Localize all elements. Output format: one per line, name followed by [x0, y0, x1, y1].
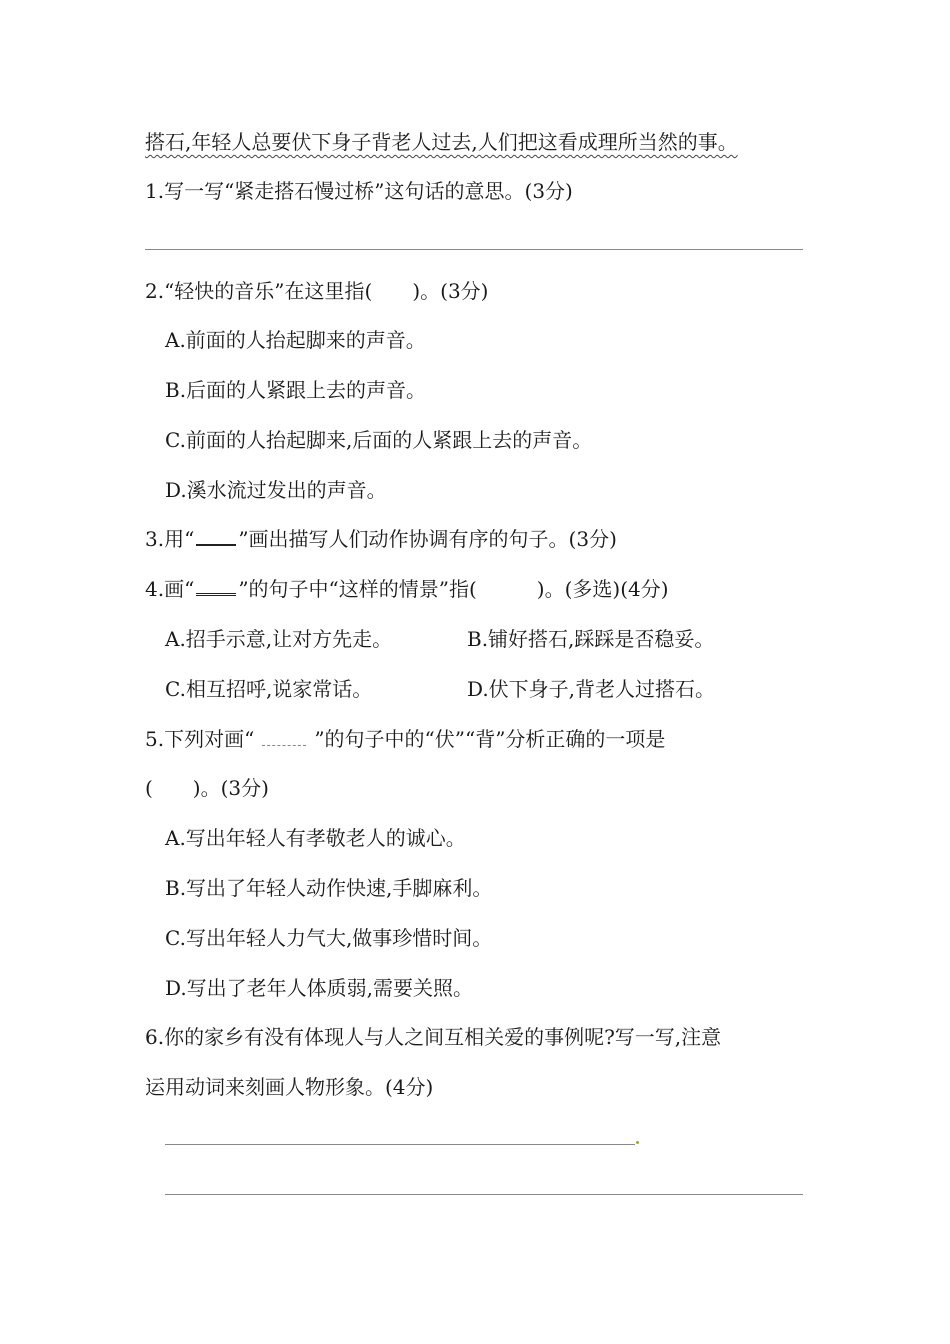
- q4-option-b[interactable]: B.铺好搭石,踩踩是否稳妥。: [467, 627, 715, 651]
- q4-option-a[interactable]: A.招手示意,让对方先走。: [165, 627, 393, 651]
- question-5-continued: ( )。(3分): [145, 776, 269, 800]
- double-underline-mark: [196, 575, 236, 596]
- q5-option-a[interactable]: A.写出年轻人有孝敬老人的诚心。: [165, 826, 466, 850]
- question-5: [145, 725, 665, 753]
- passage-tail: 搭石,年轻人总要伏下身子背老人过去,人们把这看成理所当然的事。: [145, 130, 738, 154]
- question-6-line-2: 运用动词来刻画人物形象。(4分): [145, 1075, 434, 1099]
- q3-text-pre: 3.用“: [145, 527, 195, 551]
- q5-text-pre: 5.下列对画“: [145, 727, 255, 751]
- q5-option-d[interactable]: D.写出了老年人体质弱,需要关照。: [165, 976, 474, 1000]
- q2-option-a[interactable]: A.前面的人抬起脚来的声音。: [165, 328, 426, 352]
- q4-text-pre: 4.画“: [145, 577, 195, 601]
- answer-line-1[interactable]: [145, 249, 803, 250]
- q4-text-post: ”的句子中“这样的情景”指( )。(多选)(4分): [238, 577, 669, 601]
- q2-option-b[interactable]: B.后面的人紧跟上去的声音。: [165, 378, 427, 402]
- question-1: 1.写一写“紧走搭石慢过桥”这句话的意思。(3分): [145, 179, 573, 203]
- straight-underline-mark: [196, 526, 236, 546]
- q4-option-c[interactable]: C.相互招呼,说家常话。: [165, 677, 373, 701]
- question-6-line-1: 6.你的家乡有没有体现人与人之间互相关爱的事例呢?写一写,注意: [145, 1025, 722, 1049]
- q2-option-c[interactable]: C.前面的人抬起脚来,后面的人紧跟上去的声音。: [165, 428, 593, 452]
- question-4: [145, 575, 669, 603]
- q5-text-post: ”的句子中的“伏”“背”分析正确的一项是: [314, 727, 666, 751]
- answer-line-6a[interactable]: [165, 1144, 635, 1145]
- q2-option-d[interactable]: D.溪水流过发出的声音。: [165, 478, 387, 502]
- wavy-underline-mark: [262, 727, 306, 746]
- question-2: 2.“轻快的音乐”在这里指( )。(3分): [145, 279, 489, 303]
- q3-text-post: ”画出描写人们动作协调有序的句子。(3分): [238, 527, 617, 551]
- scan-speck: [636, 1141, 639, 1144]
- answer-line-6b[interactable]: [165, 1194, 803, 1195]
- q5-option-b[interactable]: B.写出了年轻人动作快速,手脚麻利。: [165, 876, 493, 900]
- question-3: [145, 525, 617, 553]
- q5-option-c[interactable]: C.写出年轻人力气大,做事珍惜时间。: [165, 926, 493, 950]
- q4-option-d[interactable]: D.伏下身子,背老人过搭石。: [467, 677, 716, 701]
